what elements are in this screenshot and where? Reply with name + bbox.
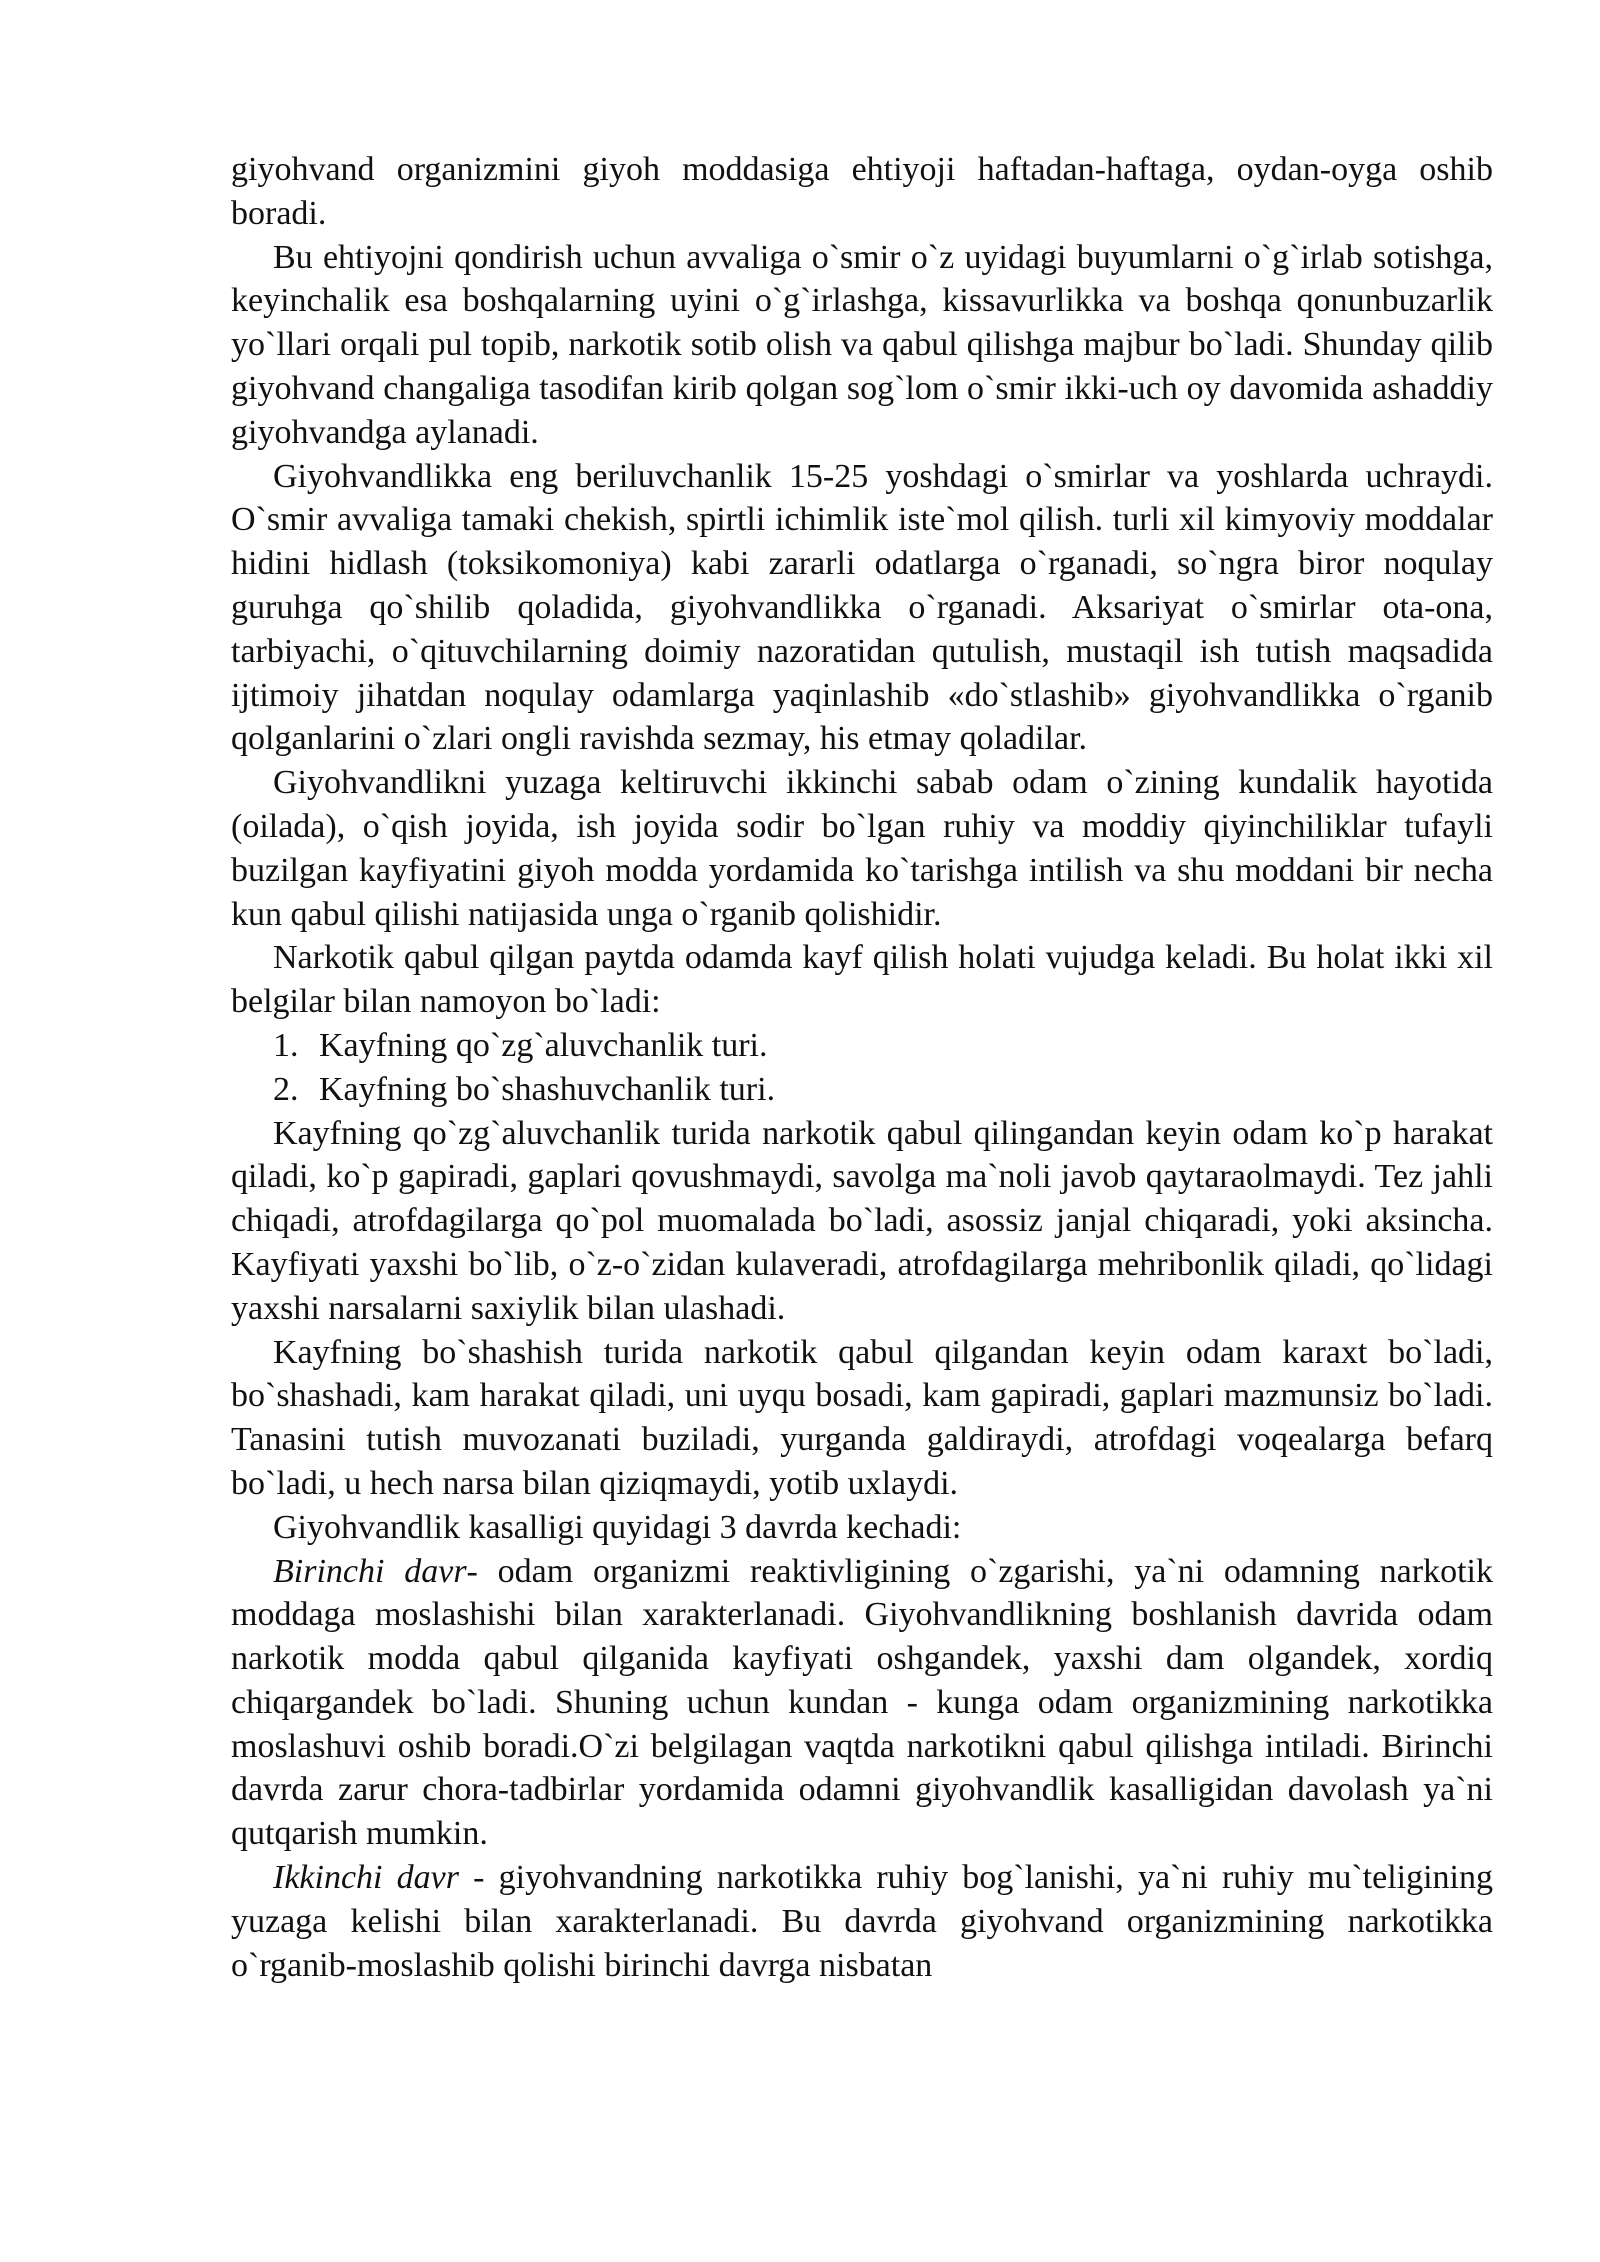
list-item-number: 1. [273,1026,299,1064]
list-item-text: Kayfning bo`shashuvchanlik turi. [319,1070,776,1108]
paragraph-10 [231,1856,1493,1987]
document-page [231,148,1493,1987]
paragraph-9 [231,1550,1493,1857]
paragraph-9-text: - odam organizmi reaktivligining o`zgarishi, ya`ni odamning narkotik moddaga moslashishi bilan xarakterlanadi. Giyohvandlikning boshlanish davrida odam narkotik modda qabul qilganida kayfiyati oshgandek, yaxshi dam olgandek, xordiq chiqargandek bo`ladi. Shuning uchun kundan - kunga odam organizmining narkotikka moslashuvi oshib boradi.O`zi belgilagan vaqtda narkotikni qabul qilishga intiladi. Birinchi davrda zarur chora-tadbirlar yordamida odamni giyohvandlik kasalligidan davolash ya`ni qutqarish mumkin. [231,1552,1493,1853]
term-second-stage: Ikkinchi davr [273,1859,459,1897]
paragraph-1: giyohvand organizmini giyoh moddasiga ehtiyoji haftadan-haftaga, oydan-oyga oshib boradi. [231,151,1493,232]
term-first-stage: Birinchi davr [273,1552,467,1590]
paragraph-4: Giyohvandlikni yuzaga keltiruvchi ikkinchi sabab odam o`zining kundalik hayotida (oilada), o`qish joyida, ish joyida sodir bo`lgan ruhiy va moddiy qiyinchiliklar tufayli buzilgan kayfiyatini giyoh modda yordamida ko`tarishga intilish va shu moddani bir necha kun qabul qilishi natijasida unga o`rganib qolishidir. [231,764,1493,933]
paragraph-6: Kayfning qo`zg`aluvchanlik turida narkotik qabul qilingandan keyin odam ko`p harakat qiladi, ko`p gapiradi, gaplari qovushmaydi, savolga ma`noli javob qaytaraolmaydi. Tez jahli chiqadi, atrofdagilarga qo`pol muomalada bo`ladi, asossiz janjal chiqaradi, yoki aksincha. Kayfiyati yaxshi bo`lib, o`z-o`zidan kulaveradi, atrofdagilarga mehribonlik qiladi, qo`lidagi yaxshi narsalarni saxiylik bilan ulashadi. [231,1114,1493,1327]
list-item-text: Kayfning qo`zg`aluvchanlik turi. [319,1026,768,1064]
paragraph-2: Bu ehtiyojni qondirish uchun avvaliga o`smir o`z uyidagi buyumlarni o`g`irlab sotishga, keyinchalik esa boshqalarning uyini o`g`irlashga, kissavurlikka va boshqa qonunbuzarlik yo`llari orqali pul topib, narkotik sotib olish va qabul qilishga majbur bo`ladi. Shunday qilib giyohvand changaliga tasodifan kirib qolgan sog`lom o`smir ikki-uch oy davomida ashaddiy giyohvandga aylanadi. [231,238,1493,451]
paragraph-10-text: - giyohvandning narkotikka ruhiy bog`lanishi, ya`ni ruhiy mu`teligining yuzaga kelishi bilan xarakterlanadi. Bu davrda giyohvand organizmining narkotikka o`rganib-moslashib qolishi birinchi davrga nisbatan [231,1859,1493,1984]
paragraph-7: Kayfning bo`shashish turida narkotik qabul qilgandan keyin odam karaxt bo`ladi, bo`shashadi, kam harakat qiladi, uni uyqu bosadi, kam gapiradi, gaplari mazmunsiz bo`ladi. Tanasini tutish muvozanati buziladi, yurganda galdiraydi, atrofdagi voqealarga befarq bo`ladi, u hech narsa bilan qiziqmaydi, yotib uxlaydi. [231,1333,1493,1502]
list-item [231,1068,1493,1112]
paragraph-8: Giyohvandlik kasalligi quyidagi 3 davrda kechadi: [273,1508,962,1546]
list-item [231,1024,1493,1068]
list-item-number: 2. [273,1070,299,1108]
paragraph-3: Giyohvandlikka eng beriluvchanlik 15-25 yoshdagi o`smirlar va yoshlarda uchraydi. O`smir avvaliga tamaki chekish, spirtli ichimlik iste`mol qilish. turli xil kimyoviy moddalar hidini hidlash (toksikomoniya) kabi zararli odatlarga o`rganadi, so`ngra biror noqulay guruhga qo`shilib qoladida, giyohvandlikka o`rganadi. Aksariyat o`smirlar ota-ona, tarbiyachi, o`qituvchilarning doimiy nazoratidan qutulish, mustaqil ish tutish maqsadida ijtimoiy jihatdan noqulay odamlarga yaqinlashib «do`stlashib» giyohvandlikka o`rganib qolganlarini o`zlari ongli ravishda sezmay, his etmay qoladilar. [231,457,1493,758]
paragraph-5: Narkotik qabul qilgan paytda odamda kayf qilish holati vujudga keladi. Bu holat ikki xil belgilar bilan namoyon bo`ladi: [231,939,1493,1021]
